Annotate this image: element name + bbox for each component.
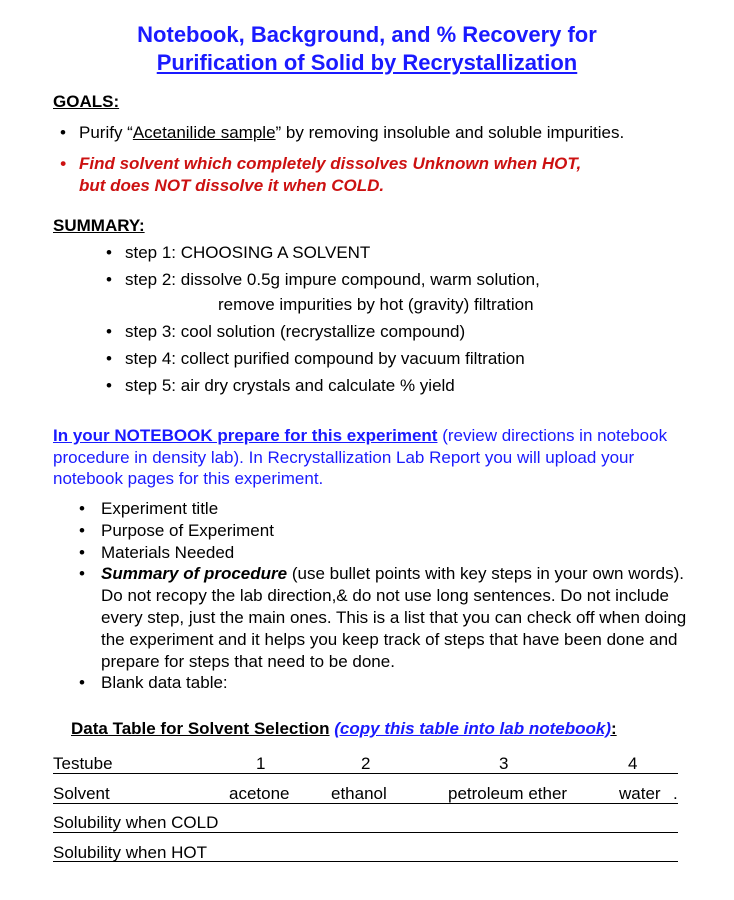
solubility-cold-label: Solubility when COLD [53, 813, 219, 832]
trailing-dot: . [673, 784, 678, 803]
testube-number-4: 4 [628, 754, 638, 773]
notebook-instructions [53, 425, 693, 490]
testube-number-1: 1 [256, 754, 266, 773]
data-table-title-text: Data Table for Solvent Selection [71, 719, 330, 738]
bullet-icon: • [106, 376, 112, 395]
goal-item-2-line2: but does NOT dissolve it when COLD. [79, 176, 385, 195]
summary-of-procedure-text: (use bullet points with key steps in your own words). Do not recopy the lab direction,& do not use long sentences. Do not include every step, just the main ones. This is a list that you can check off when doing the experiment and it helps you keep track of steps that have been done and prepare for steps that need to be done. [101, 564, 687, 671]
summary-step-5: step 5: air dry crystals and calculate % yield [125, 376, 455, 395]
bullet-icon: • [60, 123, 66, 142]
table-rule [53, 832, 678, 833]
page-title: Notebook, Background, and % Recovery for [137, 22, 597, 47]
data-table-title-end: : [611, 719, 617, 738]
list-item: • Purpose of Experiment [79, 520, 699, 542]
notebook-items-list [79, 498, 699, 694]
summary-step-2: step 2: dissolve 0.5g impure compound, warm solution, [125, 270, 540, 289]
notebook-link[interactable]: In your NOTEBOOK prepare for this experiment [53, 426, 438, 445]
list-item: • Experiment title [79, 498, 699, 520]
goal-item-2-line1: Find solvent which completely dissolves Unknown when HOT, [79, 154, 582, 173]
summary-of-procedure-label: Summary of procedure [101, 564, 288, 584]
solvent-acetone: acetone [229, 784, 290, 803]
testube-number-2: 2 [361, 754, 371, 773]
table-rule [53, 861, 678, 862]
bullet-icon: • [106, 322, 112, 341]
goals-heading: GOALS: [53, 92, 120, 111]
testube-number-3: 3 [499, 754, 509, 773]
summary-step-4: step 4: collect purified compound by vacuum filtration [125, 349, 525, 368]
page-subtitle: Purification of Solid by Recrystallization [156, 50, 578, 75]
bullet-icon: • [106, 270, 112, 289]
solvent-water: water [619, 784, 661, 803]
table-rule [53, 803, 678, 804]
summary-heading: SUMMARY: [53, 216, 145, 235]
copy-table-link[interactable]: (copy this table into lab notebook) [334, 719, 611, 738]
solvent-ethanol: ethanol [331, 784, 387, 803]
solvent-petroleum-ether: petroleum ether [448, 784, 568, 803]
bullet-icon: • [106, 349, 112, 368]
bullet-icon: • [106, 243, 112, 262]
data-table-title [71, 718, 617, 740]
list-item: • Materials Needed [79, 542, 699, 564]
solvent-label: Solvent [53, 784, 110, 803]
summary-step-2-cont: remove impurities by hot (gravity) filtration [218, 295, 534, 314]
summary-step-1: step 1: CHOOSING A SOLVENT [125, 243, 371, 262]
goal-item-1 [79, 122, 624, 143]
summary-step-3: step 3: cool solution (recrystallize compound) [125, 322, 466, 341]
solubility-hot-label: Solubility when HOT [53, 843, 208, 862]
goal-item-1-pre: Purify “ [79, 123, 133, 142]
list-item: • Blank data table: [79, 672, 699, 694]
testube-label: Testube [53, 754, 113, 773]
acetanilide-sample-link[interactable]: Acetanilide sample [132, 123, 276, 142]
goal-item-1-post: ” by removing insoluble and soluble impurities. [275, 123, 625, 142]
bullet-icon: • [60, 154, 66, 173]
notebook-instructions-text: (review directions in notebook procedure in density lab). In Recrystallization Lab Report you will upload your notebook pages for this experiment. [53, 426, 668, 488]
list-item-summary [79, 563, 699, 672]
table-rule [53, 773, 678, 774]
